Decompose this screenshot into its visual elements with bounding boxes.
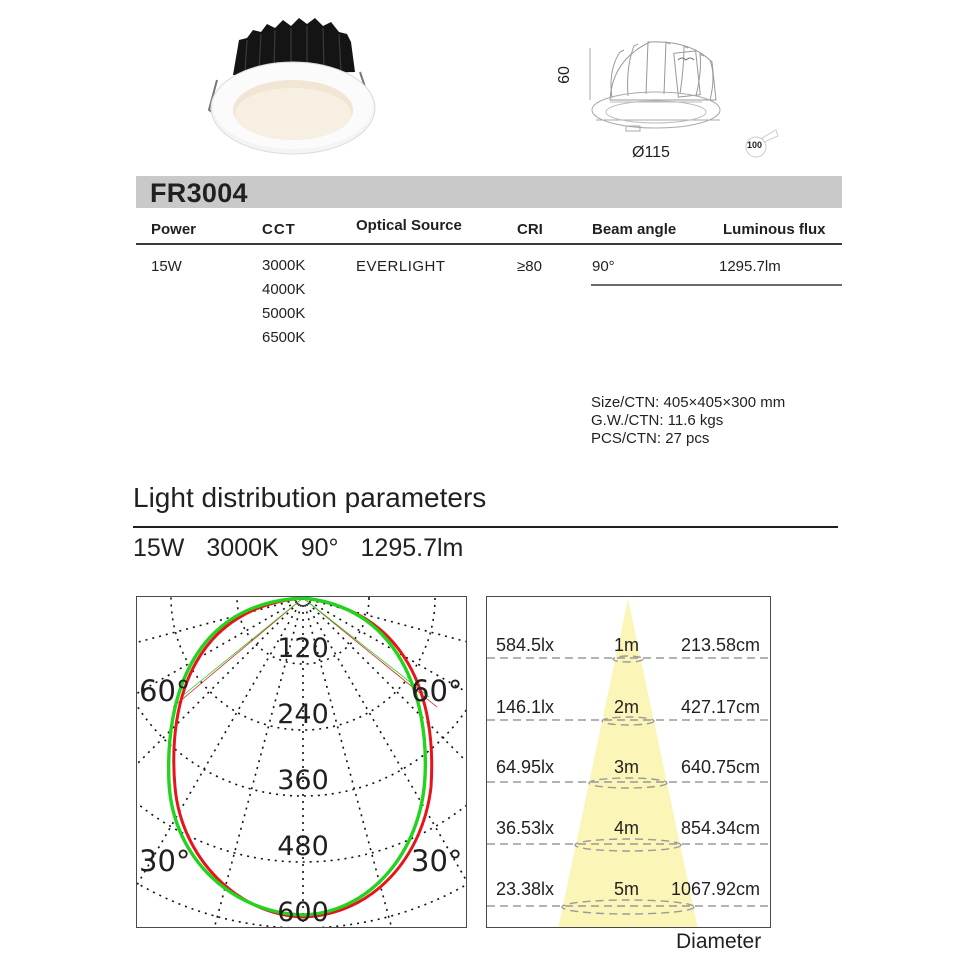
angle-label-30-left: 30° bbox=[139, 844, 191, 878]
diameter-value: 427.17cm bbox=[680, 697, 760, 717]
value-luminous-flux: 1295.7lm bbox=[719, 258, 781, 275]
header-cri: CRI bbox=[517, 221, 543, 238]
header-optical-source: Optical Source bbox=[356, 217, 462, 234]
summary-beam: 90° bbox=[300, 534, 339, 562]
light-distribution-title: Light distribution parameters bbox=[133, 482, 487, 513]
diameter-value: 213.58cm bbox=[680, 635, 760, 655]
illuminance-value: 146.1lx bbox=[496, 697, 555, 717]
polar-distribution-chart bbox=[136, 596, 467, 928]
distance-value: 2m bbox=[614, 697, 640, 717]
section-divider bbox=[133, 526, 838, 528]
illuminance-value: 36.53lx bbox=[496, 818, 555, 838]
diameter-dimension: Ø115 bbox=[632, 144, 670, 161]
diameter-caption: Diameter bbox=[676, 930, 762, 953]
ring-label-120: 120 bbox=[277, 633, 329, 664]
value-cri: ≥80 bbox=[517, 258, 542, 275]
ring-label-480: 480 bbox=[277, 831, 329, 862]
packing-quantity: PCS/CTN: 27 pcs bbox=[591, 430, 710, 447]
cct-option: 5000K bbox=[262, 305, 306, 322]
distance-value: 5m bbox=[614, 879, 640, 899]
illuminance-value: 584.5lx bbox=[496, 635, 555, 655]
header-divider bbox=[136, 243, 842, 245]
header-cct: CCT bbox=[262, 221, 296, 238]
dimension-drawing bbox=[550, 30, 790, 170]
value-optical-source: EVERLIGHT bbox=[356, 258, 446, 275]
summary-cct: 3000K bbox=[206, 534, 279, 562]
angle-label-30-right: 30° bbox=[411, 844, 463, 878]
header-beam-angle: Beam angle bbox=[592, 221, 677, 238]
height-dimension: 60 bbox=[555, 66, 573, 84]
illuminance-value: 23.38lx bbox=[496, 879, 555, 899]
angle-label-60-right: 60° bbox=[411, 674, 463, 708]
diameter-value: 640.75cm bbox=[680, 757, 760, 777]
beam-illuminance-chart bbox=[486, 596, 771, 928]
value-cct-list bbox=[262, 254, 305, 350]
packing-weight: G.W./CTN: 11.6 kgs bbox=[591, 412, 724, 429]
ring-label-600: 600 bbox=[277, 897, 329, 928]
model-number: FR3004 bbox=[150, 178, 248, 208]
distance-value: 3m bbox=[614, 757, 640, 777]
diameter-value: 1067.92cm bbox=[670, 879, 760, 899]
summary-power: 15W bbox=[133, 534, 185, 562]
diameter-value: 854.34cm bbox=[680, 818, 760, 838]
ring-label-240: 240 bbox=[277, 699, 329, 730]
value-beam-angle: 90° bbox=[592, 258, 615, 275]
header-power: Power bbox=[151, 221, 197, 238]
product-photo bbox=[195, 10, 385, 160]
light-distribution-summary bbox=[133, 534, 485, 563]
illuminance-value: 64.95lx bbox=[496, 757, 555, 777]
value-power: 15W bbox=[151, 258, 182, 275]
packing-info bbox=[591, 394, 785, 448]
summary-flux: 1295.7lm bbox=[360, 534, 464, 562]
cct-option: 3000K bbox=[262, 257, 306, 274]
distance-value: 1m bbox=[614, 635, 640, 655]
cct-option: 6500K bbox=[262, 329, 306, 346]
distance-value: 4m bbox=[614, 818, 640, 838]
ring-label-360: 360 bbox=[277, 765, 329, 796]
value-divider bbox=[591, 284, 842, 286]
header-luminous-flux: Luminous flux bbox=[723, 221, 826, 238]
packing-size: Size/CTN: 405×405×300 mm bbox=[591, 394, 786, 411]
angle-label-60-left: 60° bbox=[139, 674, 191, 708]
cutout-size-badge: 100 bbox=[747, 140, 763, 150]
cct-option: 4000K bbox=[262, 281, 306, 298]
